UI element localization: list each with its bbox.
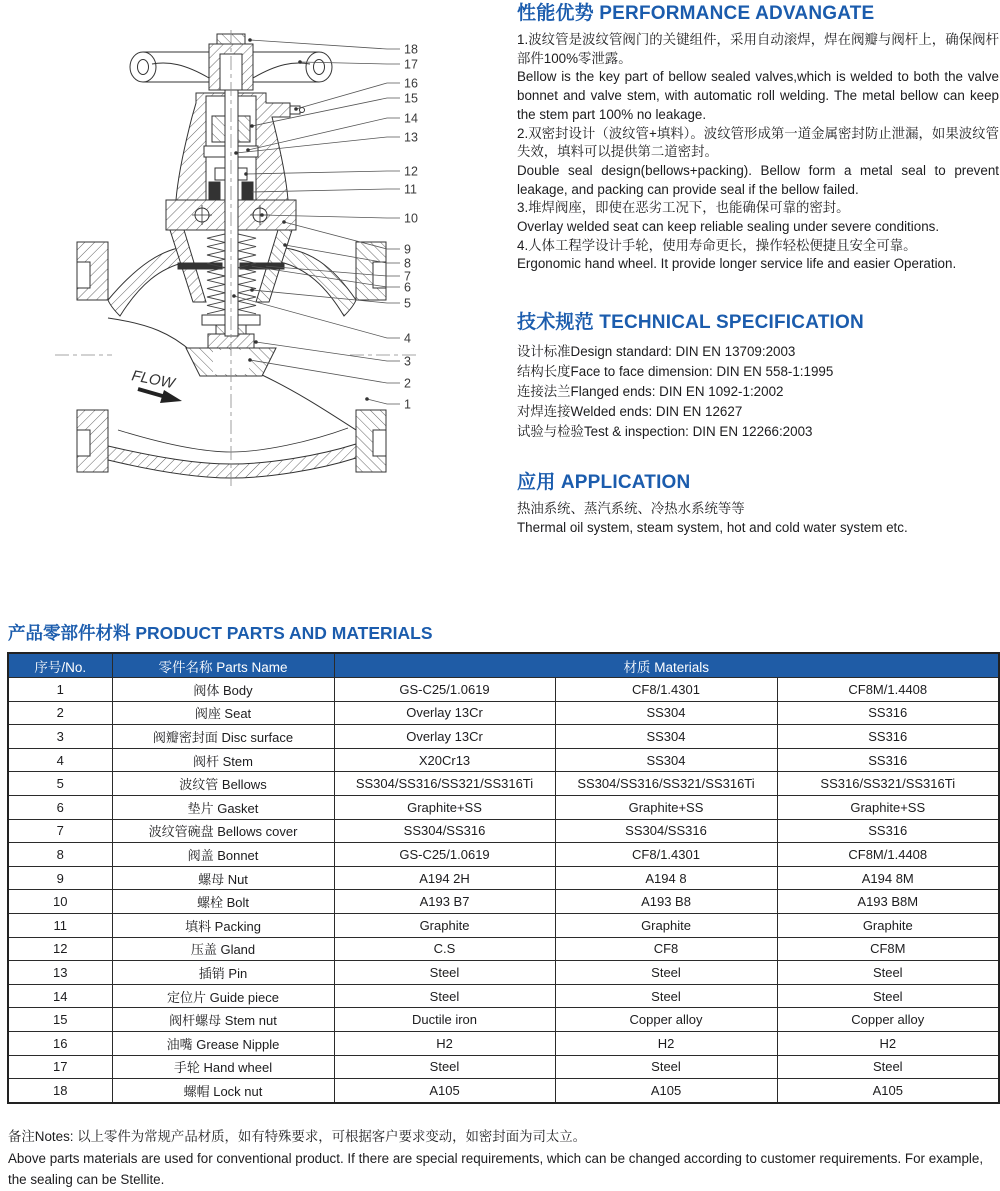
material-1: A193 B7 xyxy=(334,890,555,914)
specification-list xyxy=(517,342,999,442)
table-row xyxy=(8,795,999,819)
part-name: 阀瓣密封面 Disc surface xyxy=(112,725,334,749)
leader-dot xyxy=(254,340,258,344)
material-3: A105 xyxy=(777,1079,999,1103)
leader-dot xyxy=(232,294,236,298)
part-no: 5 xyxy=(8,772,112,796)
table-row xyxy=(8,819,999,843)
part-name: 插销 Pin xyxy=(112,961,334,985)
leader-dot xyxy=(248,190,252,194)
part-no: 15 xyxy=(8,1008,112,1032)
callout-number: 10 xyxy=(404,211,418,226)
callout-number: 5 xyxy=(404,296,411,311)
part-name: 垫片 Gasket xyxy=(112,795,334,819)
material-1: X20Cr13 xyxy=(334,748,555,772)
callout-number: 3 xyxy=(404,354,411,369)
material-1: Graphite xyxy=(334,913,555,937)
leader-dot xyxy=(262,264,266,268)
part-no: 12 xyxy=(8,937,112,961)
material-3: CF8M/1.4408 xyxy=(777,678,999,702)
callout-number: 11 xyxy=(404,182,417,197)
part-no: 11 xyxy=(8,913,112,937)
material-3: CF8M/1.4408 xyxy=(777,843,999,867)
leader-dot xyxy=(234,151,238,155)
part-name: 螺帽 Lock nut xyxy=(112,1079,334,1103)
leader-dot xyxy=(244,172,248,176)
callout-number: 15 xyxy=(404,91,418,106)
material-1: GS-C25/1.0619 xyxy=(334,843,555,867)
col-header-name: 零件名称 Parts Name xyxy=(112,653,334,678)
material-1: A105 xyxy=(334,1079,555,1103)
part-no: 18 xyxy=(8,1079,112,1103)
material-1: Steel xyxy=(334,961,555,985)
callout-number: 6 xyxy=(404,280,411,295)
leader-line xyxy=(296,83,400,109)
performance-item-en: Ergonomic hand wheel. It provide longer service life and easier Operation. xyxy=(517,256,957,272)
table-row xyxy=(8,913,999,937)
specification-heading: 技术规范 TECHNICAL SPECIFICATION xyxy=(517,312,864,334)
part-no: 16 xyxy=(8,1031,112,1055)
material-3: H2 xyxy=(777,1031,999,1055)
col-header-materials: 材质 Materials xyxy=(334,653,999,678)
part-name: 波纹管 Bellows xyxy=(112,772,334,796)
part-no: 10 xyxy=(8,890,112,914)
body-shoulder-right xyxy=(280,248,356,316)
parts-table xyxy=(7,652,1000,1104)
material-3: SS316/SS321/SS316Ti xyxy=(777,772,999,796)
right-column xyxy=(517,2,999,538)
application-text-en: Thermal oil system, steam system, hot and cold water system etc. xyxy=(517,519,908,535)
material-2: Steel xyxy=(555,984,777,1008)
material-1: GS-C25/1.0619 xyxy=(334,678,555,702)
part-name: 压盖 Gland xyxy=(112,937,334,961)
part-name: 油嘴 Grease Nipple xyxy=(112,1031,334,1055)
spec-line: 设计标准Design standard: DIN EN 13709:2003 xyxy=(517,344,796,360)
leader-line xyxy=(367,399,400,404)
part-no: 4 xyxy=(8,748,112,772)
bellows xyxy=(207,234,225,314)
flow-label: FLOW xyxy=(130,367,177,393)
table-row xyxy=(8,961,999,985)
left-flange-notch xyxy=(77,430,90,456)
callout-number: 14 xyxy=(404,111,418,126)
part-name: 阀体 Body xyxy=(112,678,334,702)
material-3: SS316 xyxy=(777,748,999,772)
leader-dot xyxy=(282,220,286,224)
performance-item-en: Double seal design(bellows+packing). Bellow form a metal seal to prevent leakage, and packing can provide seal if the bellow failed. xyxy=(517,162,999,197)
material-2: H2 xyxy=(555,1031,777,1055)
callout-number: 9 xyxy=(404,242,411,257)
material-2: CF8/1.4301 xyxy=(555,678,777,702)
part-name: 填料 Packing xyxy=(112,913,334,937)
performance-item-cn: 1.波纹管是波纹管阀门的关键组件，采用自动滚焊，焊在阀瓣与阀杆上，确保阀杆部件100%零泄露。 xyxy=(517,32,999,66)
material-2: A105 xyxy=(555,1079,777,1103)
material-2: SS304 xyxy=(555,748,777,772)
material-3: Steel xyxy=(777,961,999,985)
material-3: A193 B8M xyxy=(777,890,999,914)
part-name: 波纹管碗盘 Bellows cover xyxy=(112,819,334,843)
part-name: 阀座 Seat xyxy=(112,701,334,725)
material-2: Steel xyxy=(555,961,777,985)
callout-number: 13 xyxy=(404,130,418,145)
material-3: A194 8M xyxy=(777,866,999,890)
leader-line xyxy=(250,360,400,383)
material-1: A194 2H xyxy=(334,866,555,890)
part-no: 17 xyxy=(8,1055,112,1079)
material-1: H2 xyxy=(334,1031,555,1055)
table-row xyxy=(8,701,999,725)
material-3: SS316 xyxy=(777,725,999,749)
flow-arrow-head xyxy=(160,390,182,403)
material-2: A194 8 xyxy=(555,866,777,890)
leader-dot xyxy=(248,358,252,362)
performance-heading: 性能优势 PERFORMANCE ADVANGATE xyxy=(517,3,875,24)
leader-dot xyxy=(365,397,369,401)
table-row xyxy=(8,1055,999,1079)
notes-en: Above parts materials are used for conventional product. If there are special requirements, which can be changed according to customer requirements. For example, the sealing can be Stellite. xyxy=(8,1150,984,1187)
material-1: Graphite+SS xyxy=(334,795,555,819)
table-row xyxy=(8,984,999,1008)
notes xyxy=(8,1126,998,1191)
application-heading: 应用 APPLICATION xyxy=(517,472,691,494)
table-row xyxy=(8,937,999,961)
material-3: Copper alloy xyxy=(777,1008,999,1032)
spec-line: 试验与检验Test & inspection: DIN EN 12266:2003 xyxy=(517,424,813,440)
leader-line xyxy=(250,40,400,49)
callout-number: 7 xyxy=(404,269,411,284)
handwheel-rim xyxy=(306,52,332,82)
table-row xyxy=(8,748,999,772)
table-row xyxy=(8,1031,999,1055)
callout-number: 8 xyxy=(404,256,411,271)
part-name: 螺栓 Bolt xyxy=(112,890,334,914)
part-name: 阀杆螺母 Stem nut xyxy=(112,1008,334,1032)
material-3: Graphite+SS xyxy=(777,795,999,819)
material-1: Steel xyxy=(334,1055,555,1079)
material-1: C.S xyxy=(334,937,555,961)
material-1: Overlay 13Cr xyxy=(334,701,555,725)
part-no: 1 xyxy=(8,678,112,702)
performance-item-en: Bellow is the key part of bellow sealed valves,which is welded to both the valve bonnet and valve stem, with automatic roll welding. The metal bellow can keep the stem part 100% no leakage. xyxy=(517,69,999,122)
part-no: 6 xyxy=(8,795,112,819)
part-no: 13 xyxy=(8,961,112,985)
valve-body-section xyxy=(77,34,386,478)
material-2: Graphite xyxy=(555,913,777,937)
part-name: 螺母 Nut xyxy=(112,866,334,890)
material-3: CF8M xyxy=(777,937,999,961)
table-row xyxy=(8,1079,999,1103)
callout-number: 18 xyxy=(404,42,418,57)
spec-line: 连接法兰Flanged ends: DIN EN 1092-1:2002 xyxy=(517,384,784,400)
material-3: SS316 xyxy=(777,701,999,725)
bellows xyxy=(238,234,256,314)
leader-dot xyxy=(248,264,252,268)
material-3: Steel xyxy=(777,1055,999,1079)
part-name: 阀盖 Bonnet xyxy=(112,843,334,867)
leader-dot xyxy=(298,60,302,64)
part-no: 7 xyxy=(8,819,112,843)
table-row xyxy=(8,890,999,914)
performance-item-cn: 3.堆焊阀座，即使在恶劣工况下，也能确保可靠的密封。 xyxy=(517,200,850,216)
material-1: Steel xyxy=(334,984,555,1008)
table-row xyxy=(8,772,999,796)
material-1: SS304/SS316 xyxy=(334,819,555,843)
material-2: Steel xyxy=(555,1055,777,1079)
spec-line: 对焊连接Welded ends: DIN EN 12627 xyxy=(517,404,743,420)
performance-item-cn: 4.人体工程学设计手轮，使用寿命更长，操作轻松便捷且安全可靠。 xyxy=(517,237,917,253)
material-1: Overlay 13Cr xyxy=(334,725,555,749)
callout-number: 4 xyxy=(404,331,411,346)
part-name: 定位片 Guide piece xyxy=(112,984,334,1008)
spec-line: 结构长度Face to face dimension: DIN EN 558-1:1995 xyxy=(517,364,834,380)
material-2: SS304/SS316 xyxy=(555,819,777,843)
parts-section-heading: 产品零部件材料 PRODUCT PARTS AND MATERIALS xyxy=(8,623,433,643)
leader-dot xyxy=(260,213,264,217)
table-header-row xyxy=(8,653,999,678)
table-row xyxy=(8,725,999,749)
part-no: 2 xyxy=(8,701,112,725)
part-no: 14 xyxy=(8,984,112,1008)
callout-number: 2 xyxy=(404,376,411,391)
body-bottom xyxy=(108,444,356,478)
material-3: SS316 xyxy=(777,819,999,843)
material-2: A193 B8 xyxy=(555,890,777,914)
material-3: Graphite xyxy=(777,913,999,937)
material-2: Copper alloy xyxy=(555,1008,777,1032)
part-no: 8 xyxy=(8,843,112,867)
table-row xyxy=(8,678,999,702)
leader-dot xyxy=(283,243,287,247)
flow-arrow xyxy=(138,389,166,397)
material-2: SS304 xyxy=(555,701,777,725)
callout-number: 16 xyxy=(404,76,418,91)
gasket-band xyxy=(178,263,222,269)
notes-cn: 备注Notes: 以上零件为常规产品材质，如有特殊要求，可根据客户要求变动，如密封面为司太立。 xyxy=(8,1129,587,1144)
part-name: 阀杆 Stem xyxy=(112,748,334,772)
handwheel-rim xyxy=(130,52,156,82)
leader-dot xyxy=(250,288,254,292)
leader-line xyxy=(256,342,400,361)
material-1: SS304/SS316/SS321/SS316Ti xyxy=(334,772,555,796)
callout-number: 17 xyxy=(404,57,418,72)
callout-number: 12 xyxy=(404,164,418,179)
performance-item-cn: 2.双密封设计（波纹管+填料）。波纹管形成第一道金属密封防止泄漏，如果波纹管失效，填料可以提供第二道密封。 xyxy=(517,125,999,160)
left-flange-notch xyxy=(77,262,90,288)
material-2: SS304 xyxy=(555,725,777,749)
part-no: 9 xyxy=(8,866,112,890)
grease-nipple xyxy=(300,108,305,113)
callout-number: 1 xyxy=(404,397,411,412)
material-2: CF8/1.4301 xyxy=(555,843,777,867)
part-no: 3 xyxy=(8,725,112,749)
material-2: Graphite+SS xyxy=(555,795,777,819)
valve-diagram xyxy=(0,0,470,505)
leader-dot xyxy=(250,124,254,128)
performance-list xyxy=(517,31,999,274)
leader-dot xyxy=(248,38,252,42)
part-name: 手轮 Hand wheel xyxy=(112,1055,334,1079)
material-3: Steel xyxy=(777,984,999,1008)
table-row xyxy=(8,866,999,890)
material-2: CF8 xyxy=(555,937,777,961)
packing xyxy=(209,182,220,200)
col-header-no: 序号/No. xyxy=(8,653,112,678)
material-1: Ductile iron xyxy=(334,1008,555,1032)
body-shoulder-left xyxy=(108,248,186,316)
table-row xyxy=(8,1008,999,1032)
leader-dot xyxy=(294,107,298,111)
table-row xyxy=(8,843,999,867)
right-flange-notch xyxy=(373,430,386,456)
material-2: SS304/SS316/SS321/SS316Ti xyxy=(555,772,777,796)
application-text-cn: 热油系统、蒸汽系统、冷热水系统等等 xyxy=(517,501,745,517)
performance-item-en: Overlay welded seat can keep reliable sealing under severe conditions. xyxy=(517,219,940,235)
